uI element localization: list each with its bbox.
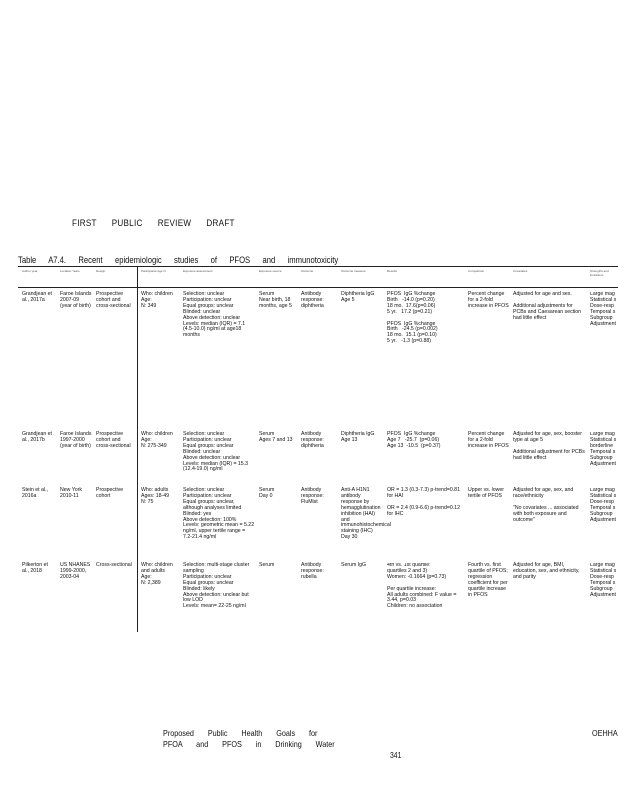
cell-outcome: Antibody response: diphtheria [301,431,326,449]
footer-agency: OEHHA [592,728,618,738]
cell-outcome: Antibody response: rubella [301,562,326,580]
cell-study: Stein et al., 2016a [22,487,50,499]
table-column-divider [137,266,138,632]
col-header-outcome-measure: Outcome measure [341,269,366,273]
cell-exposure: Selection: multi-stage cluster sampling Participation: unclear Equal groups: unclear Blinded: likely Above detection: unclear but low LOD Levels: mean= 22-25 ng/ml [183,562,250,610]
cell-design: Prospective cohort and cross-sectional [96,431,131,449]
cell-exposure: Selection: unclear Participation: unclear Equal groups: unclear, although analyses limited Blinded: yes Above detection: 100% Levels: geometric mean = 5.22 ng/ml, upper tertile range = 7.2-21.4 ng/ml [183,487,255,541]
cell-results: PFOS IgG %change Birth -14.0 (p=0.20) 18 mo. 17.6(p=0.06) 5 yr. 17.2 (p=0.21) PFOS IgG %change Birth -24.5 (p=0.002) 18 mo. 15.1 (p=0.10) 5 yr. -1.3 (p=0.88) [387,291,438,345]
cell-measure: Serum Ages 7 and 13 [259,431,293,443]
col-header-exposure-source: Exposure source [259,269,282,273]
cell-comparison: Upper vs. lower tertile of PFOS [468,487,506,499]
col-header-design: Design [96,269,106,273]
cell-results: PFOS IgG %change Age 7 -25.7 (p=0.06) Age 13 -10.5 (p=0.37) [387,431,441,449]
cell-outcome: Antibody response: diphtheria [301,291,326,309]
footer-title-line1: Proposed Public Health Goals for [163,728,318,738]
table-top-rule [18,266,618,267]
cell-measure: Serum Near birth, 18 months, age 5 [259,291,292,309]
cell-location: US NHANES 1999-2000, 2003-04 [60,562,92,580]
cell-outcome: Antibody response: FluMist [301,487,326,505]
cell-measure: Serum Day 0 [259,487,275,499]
col-header-participants: Participants Age N [141,269,166,273]
cell-design: Cross-sectional [96,562,132,568]
col-header-strengths: Strengths and limitations [590,269,609,277]
cell-design: Prospective cohort [96,487,125,499]
cell-covariates: Adjusted for age, sex, booster type at age 5 Additional adjustment for PCBs had little effect [513,431,585,461]
cell-outcome-detail: Diphtheria IgG Age 5 [341,291,375,303]
col-header-author: Author year [22,269,38,273]
cell-exposure: Selection: unclear Participation: unclear Equal groups: unclear Blinded: unclear Above detection: unclear Levels: median (IQR) = 15.3 (12.4-19.0) ng/ml [183,431,249,473]
col-header-results: Results [387,269,398,273]
cell-comparison: Fourth vs. first quartile of PFOS; regression coefficient for per quartile increase in PFOS [468,562,510,598]
cell-covariates: Adjusted for age, BMI, education, sex, and ethnicity, and parity [513,562,581,580]
cell-outcome-detail: Anti-A H1N1 antibody response by hemagglutination inhibition (HAI) and immunohistochemical staining (IHC) Day 30 [341,487,391,541]
table-header-rule [18,287,618,288]
col-header-exposure: Exposure assessment [183,269,213,273]
cell-results: OR = 1.3 (0.3-7.3) p-trend=0.81 for HAI OR = 2.4 (0.9-6.6) p-trend=0.12 for IHC [387,487,460,517]
cell-outcome-detail: Serum IgG [341,562,367,568]
cell-outcome-detail: Diphtheria IgG Age 13 [341,431,375,443]
cell-covariates: Adjusted for age and sex. Additional adjustments for PCBs and Caesarean section had little effect [513,291,582,321]
cell-participants: Who: children Age: N: 275-349 [141,431,173,449]
cell-strengths: Large mag Statistical s borderline Temporal s Subgroup Adjustment [590,432,617,467]
col-header-location: Location Years [60,269,80,273]
cell-location: Faroe Islands 2007-09 (year of birth) [60,291,93,309]
cell-design: Prospective cohort and cross-sectional [96,291,131,309]
cell-participants: Who: children Age: N: 349 [141,291,173,309]
cell-strengths: Large mag Statistical s Dose-resp Temporal s Subgroup Adjustment [590,563,617,598]
cell-comparison: Percent change for a 2-fold increase in PFOS [468,291,509,309]
page-number: 341 [390,751,402,760]
cell-strengths: Large mag Statistical s Dose-resp Temporal s Subgroup Adjustment [590,488,617,523]
table-caption: Table A7.4. Recent epidemiologic studies of PFOS and immunotoxicity [18,255,339,265]
cell-strengths: Large mag Statistical s Dose-resp Temporal s Subgroup Adjustment [590,292,617,327]
cell-study: Grandjean et al., 2017b [22,431,54,443]
cell-location: New York 2010-11 [60,487,84,499]
cell-participants: Who: children and adults Age: N: 2,389 [141,562,173,586]
footer-title-line2: PFOA and PFOS in Drinking Water [163,739,335,749]
draft-label: FIRST PUBLIC REVIEW DRAFT [72,218,235,228]
cell-participants: Who: adults Ages: 18-49 N: 75 [141,487,169,505]
cell-results: 4th vs. 1st quartile: quartiles 2 and 3) Women: -0.1664 (p=0.73) Per quartile increase: All adults combined: F value = 3.44, p=0.03 Children: no association [387,563,457,610]
cell-measure: Serum [259,562,275,568]
cell-location: Faroe Islands 1997-2000 (year of birth) [60,431,93,449]
col-header-outcome: Outcome [301,269,314,273]
cell-covariates: Adjusted for age, sex, and race/ethnicity "No covariates ... associated with both exposure and outcome" [513,487,579,523]
cell-exposure: Selection: unclear Participation: unclear Equal groups: unclear Blinded: unclear Above detection: unclear Levels: median (IQR) = 7.1 (4.5-10.0) ng/ml at age18 months [183,291,246,339]
cell-study: Pilkerton et al., 2018 [22,562,50,574]
cell-study: Grandjean et al., 2017a [22,291,54,303]
col-header-covariates: Covariates [513,269,528,273]
cell-comparison: Percent change for a 2-fold increase in PFOS [468,431,509,449]
col-header-comparison: Comparison [468,269,485,273]
